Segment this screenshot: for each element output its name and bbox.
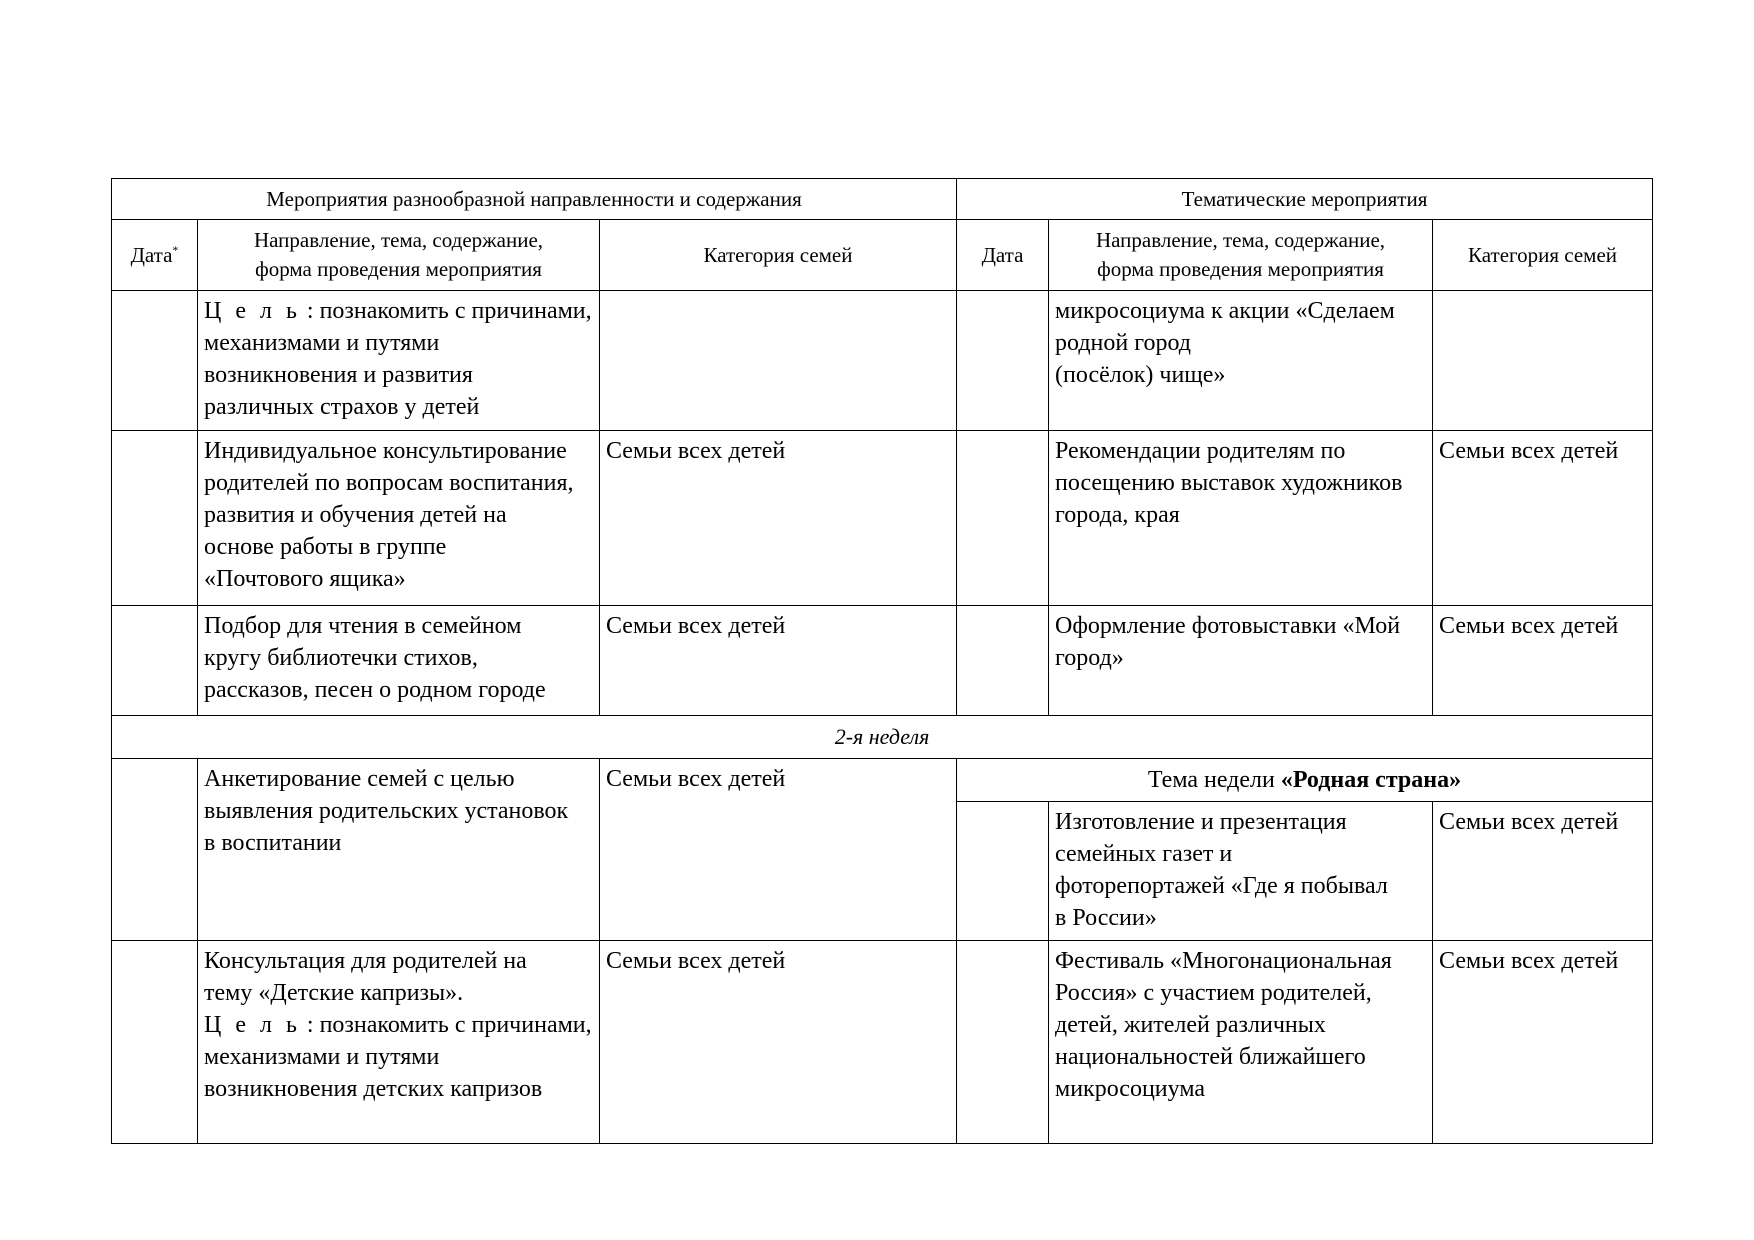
date-right-cell <box>957 291 1049 431</box>
date-right-cell <box>957 941 1049 1144</box>
family-events-table <box>111 178 1653 1144</box>
date-right-cell <box>957 431 1049 606</box>
col-date-right-header: Дата <box>957 220 1049 291</box>
col-date-footnote-mark: * <box>172 242 179 257</box>
category-cell: Семьи всех детей <box>600 606 957 716</box>
goal-text: : познакомить с причинами, механизмами и путями возникновения и развития различных страхов у детей <box>204 298 592 420</box>
category-right-cell: Семьи всех детей <box>1433 606 1653 716</box>
consult-topic: Консультация для родителей на тему «Детские капризы». <box>204 948 527 1006</box>
week-theme-name: «Родная страна» <box>1280 767 1462 793</box>
direction-cell: Анкетирование семей с целью выявления родительских установок в воспитании <box>198 759 600 941</box>
direction-right-cell: микросоциума к акции «Сделаем родной город (посёлок) чище» <box>1049 291 1433 431</box>
goal-label: Ц е л ь <box>204 1012 301 1038</box>
week-theme-title <box>957 759 1653 802</box>
table-row <box>112 759 1653 802</box>
week-label: 2-я неделя <box>112 716 1653 759</box>
date-right-cell <box>957 802 1049 941</box>
date-cell <box>112 759 198 941</box>
date-cell <box>112 606 198 716</box>
date-cell <box>112 431 198 606</box>
goal-label: Ц е л ь <box>204 298 301 324</box>
category-cell: Семьи всех детей <box>600 941 957 1144</box>
direction-cell <box>198 291 600 431</box>
section-header-row <box>112 179 1653 220</box>
table-row <box>112 431 1653 606</box>
category-right-cell <box>1433 291 1653 431</box>
direction-cell: Подбор для чтения в семейном кругу библиотечки стихов, рассказов, песен о родном городе <box>198 606 600 716</box>
section-thematic-events: Тематические мероприятия <box>957 179 1653 220</box>
col-category-header: Категория семей <box>600 220 957 291</box>
goal-text: : познакомить с причинами, механизмами и путями возникновения детских капризов <box>204 1012 592 1102</box>
date-cell <box>112 941 198 1144</box>
col-category-right-header: Категория семей <box>1433 220 1653 291</box>
table-row <box>112 291 1653 431</box>
category-right-cell: Семьи всех детей <box>1433 431 1653 606</box>
direction-cell <box>198 941 600 1144</box>
category-right-cell: Семьи всех детей <box>1433 802 1653 941</box>
col-date-label: Дата <box>130 242 173 267</box>
col-direction-right-header: Направление, тема, содержание, форма проведения мероприятия <box>1049 220 1433 291</box>
category-cell: Семьи всех детей <box>600 431 957 606</box>
category-cell <box>600 291 957 431</box>
section-various-events: Мероприятия разнообразной направленности и содержания <box>112 179 957 220</box>
category-cell: Семьи всех детей <box>600 759 957 941</box>
direction-right-cell: Изготовление и презентация семейных газет и фоторепортажей «Где я побывал в России» <box>1049 802 1433 941</box>
date-cell <box>112 291 198 431</box>
category-right-cell: Семьи всех детей <box>1433 941 1653 1144</box>
col-direction-header: Направление, тема, содержание, форма проведения мероприятия <box>198 220 600 291</box>
col-date-header <box>112 220 198 291</box>
table-row <box>112 606 1653 716</box>
week-divider-row <box>112 716 1653 759</box>
column-header-row <box>112 220 1653 291</box>
direction-cell: Индивидуальное консультирование родителей по вопросам воспитания, развития и обучения детей на основе работы в группе «Почтового ящика» <box>198 431 600 606</box>
direction-right-cell: Фестиваль «Многонациональная Россия» с участием родителей, детей, жителей различных национальностей ближайшего микросоциума <box>1049 941 1433 1144</box>
date-right-cell <box>957 606 1049 716</box>
table-row <box>112 941 1653 1144</box>
direction-right-cell: Оформление фотовыставки «Мой город» <box>1049 606 1433 716</box>
direction-right-cell: Рекомендации родителям по посещению выставок художников города, края <box>1049 431 1433 606</box>
week-theme-prefix: Тема недели <box>1147 767 1281 793</box>
